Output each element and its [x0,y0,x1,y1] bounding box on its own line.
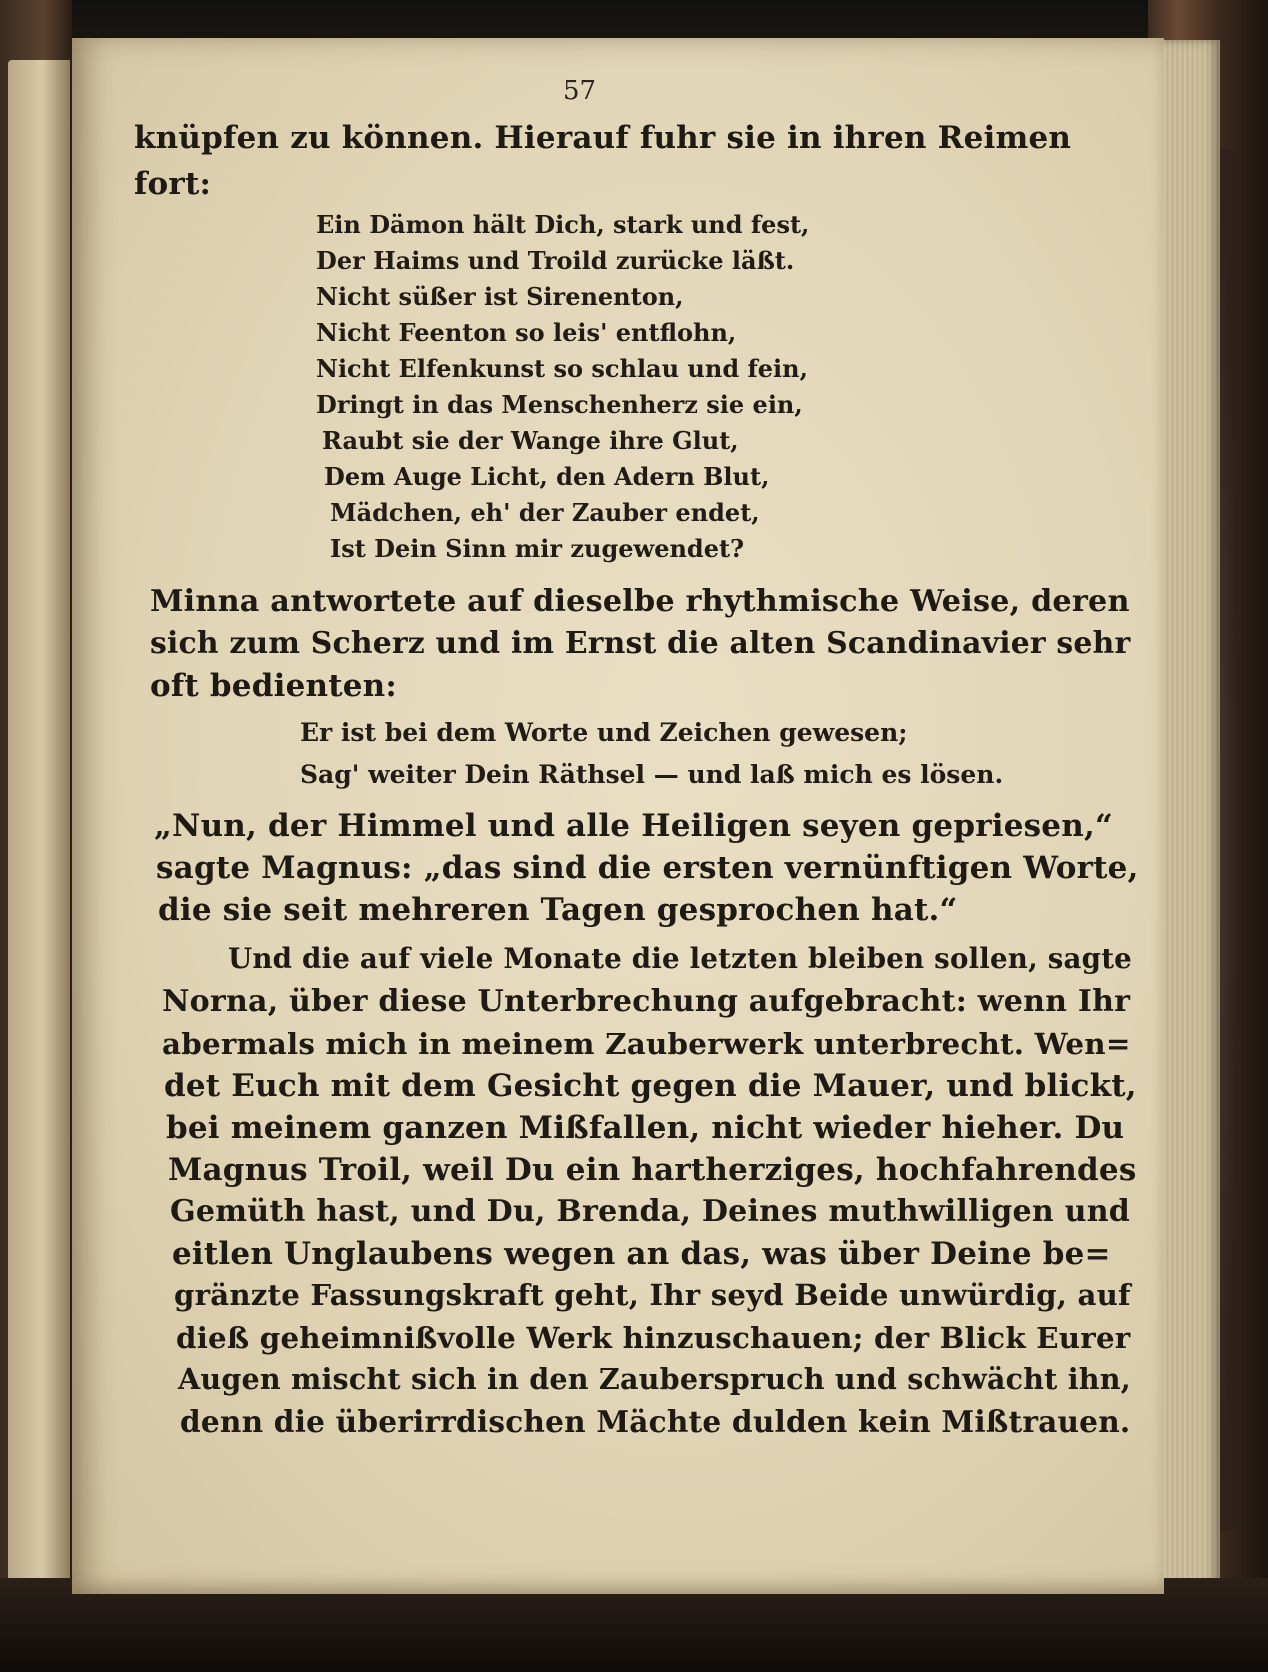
prose-line: dieß geheimnißvolle Werk hinzuschauen; der Blick Eurer [176,1320,1131,1355]
prose-line: die sie seit mehreren Tagen gesprochen hat.“ [158,892,958,928]
prose-line: Norna, über diese Unterbrechung aufgebracht: wenn Ihr [162,984,1131,1019]
prose-line: Gemüth hast, und Du, Brenda, Deines muthwilligen und [170,1194,1131,1229]
prose-line: abermals mich in meinem Zauberwerk unterbrecht. Wen= [162,1026,1131,1061]
verse-line: Dringt in das Menschenherz sie ein, [316,390,803,419]
verse-line: Mädchen, eh' der Zauber endet, [330,498,760,527]
verse-line: Ist Dein Sinn mir zugewendet? [330,534,745,563]
verse-line: Nicht Feenton so leis' entflohn, [316,318,737,347]
page-stack [1160,40,1220,1590]
verse-line: Er ist bei dem Worte und Zeichen gewesen; [300,718,908,747]
prose-line: Und die auf viele Monate die letzten bleiben sollen, sagte [228,942,1132,975]
prose-line: bei meinem ganzen Mißfallen, nicht wieder hieher. Du [166,1110,1125,1146]
prose-line: denn die überirrdischen Mächte dulden kein Mißtrauen. [180,1404,1131,1439]
prose-line: gränzte Fassungskraft geht, Ihr seyd Beide unwürdig, auf [174,1278,1131,1312]
verse-line: Sag' weiter Dein Räthsel — und laß mich es lösen. [300,760,1004,789]
page-number: 57 [563,76,597,106]
verse-line: Nicht Elfenkunst so schlau und fein, [316,354,808,383]
prose-line: eitlen Unglaubens wegen an das, was über Deine be= [172,1236,1111,1272]
verse-line: Raubt sie der Wange ihre Glut, [322,426,739,455]
verse-line: Dem Auge Licht, den Adern Blut, [324,462,770,491]
prose-line: Minna antwortete auf dieselbe rhythmische Weise, deren [150,584,1130,619]
verse-line: Der Haims und Troild zurücke läßt. [316,246,795,275]
prose-line: oft bedienten: [150,668,398,704]
left-page-edge [8,60,70,1590]
verse-line: Ein Dämon hält Dich, stark und fest, [316,210,810,239]
prose-line: fort: [134,166,212,202]
prose-line: knüpfen zu können. Hierauf fuhr sie in ihren Reimen [134,120,1072,156]
prose-line: sich zum Scherz und im Ernst die alten Scandinavier sehr [150,626,1131,661]
prose-line: „Nun, der Himmel und alle Heiligen seyen gepriesen,“ [154,808,1113,844]
prose-line: det Euch mit dem Gesicht gegen die Mauer, und blickt, [164,1068,1137,1104]
prose-line: sagte Magnus: „das sind die ersten vernünftigen Worte, [156,850,1139,886]
verse-line: Nicht süßer ist Sirenenton, [316,282,684,311]
prose-line: Magnus Troil, weil Du ein hartherziges, hochfahrendes [168,1152,1137,1188]
prose-line: Augen mischt sich in den Zauberspruch und schwächt ihn, [178,1362,1131,1396]
